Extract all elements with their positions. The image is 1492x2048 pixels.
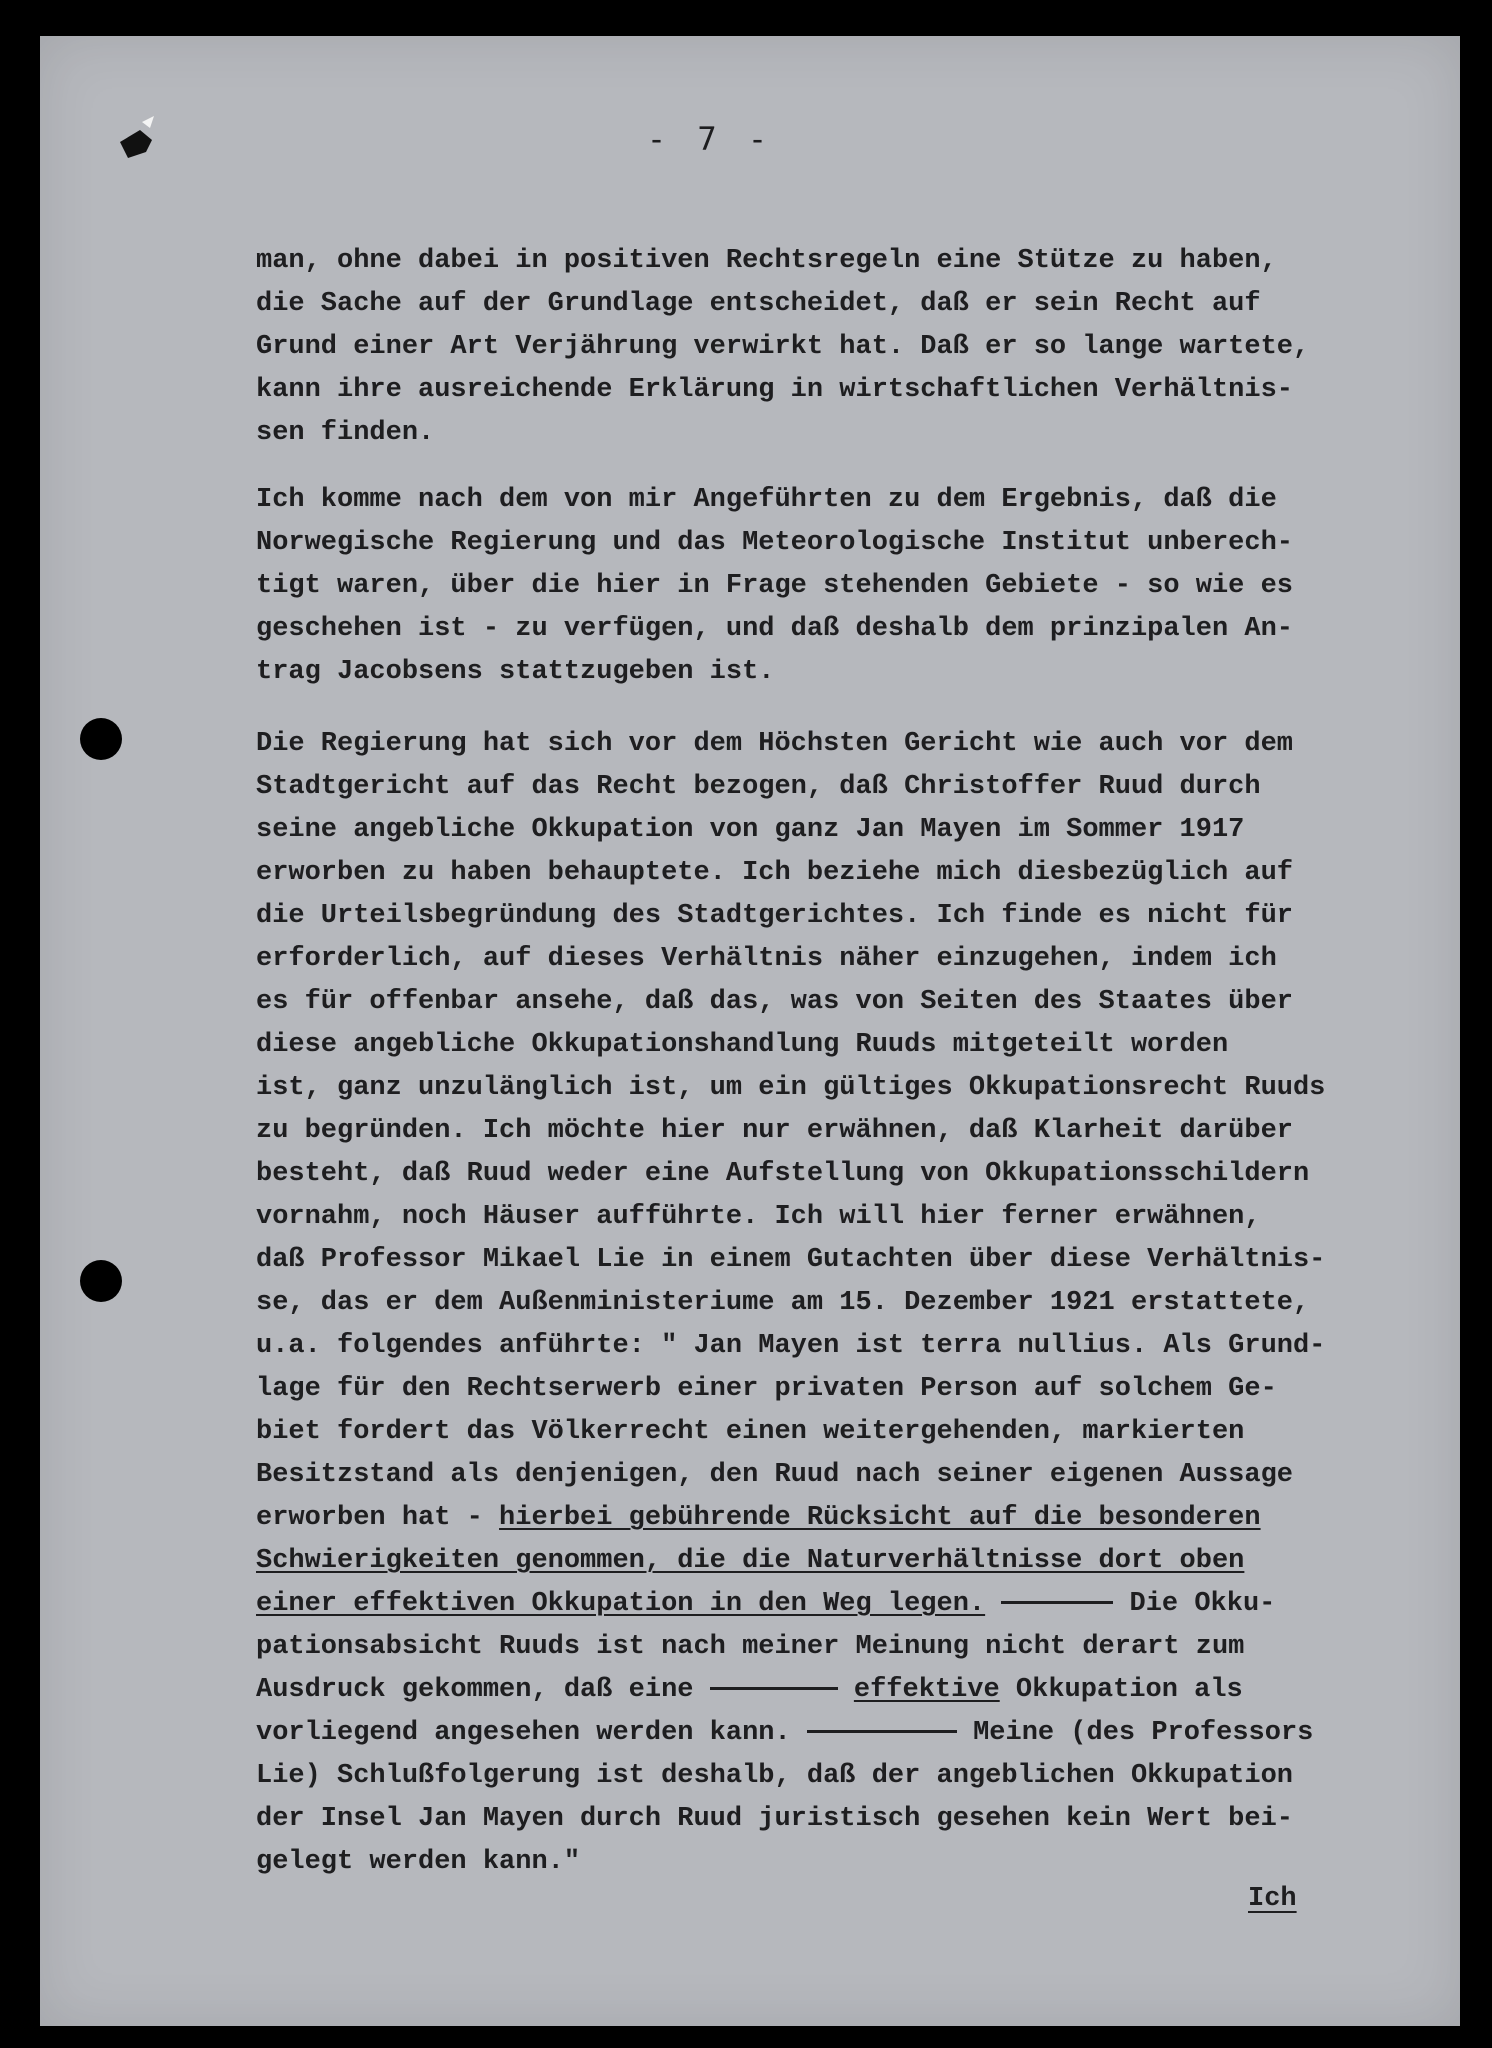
p3-line: besteht, daß Ruud weder eine Aufstellung von Okkupationsschildern — [256, 1159, 1310, 1189]
p3-line: Die Regierung hat sich vor dem Höchsten Gericht wie auch vor dem — [256, 729, 1293, 759]
p3-line: erworben zu haben behauptete. Ich beziehe mich diesbezüglich auf — [256, 858, 1293, 888]
p3-line: gelegt werden kann." — [256, 1847, 581, 1877]
underlined-emphasis: hierbei gebührende Rücksicht auf die besonderen — [499, 1503, 1261, 1533]
omission-dash — [710, 1687, 838, 1690]
p3-line: zu begründen. Ich möchte hier nur erwähnen, daß Klarheit darüber — [256, 1116, 1293, 1146]
p1-line: Grund einer Art Verjährung verwirkt hat. Daß er so lange wartete, — [256, 332, 1310, 362]
p2-line: Ich komme nach dem von mir Angeführten zu dem Ergebnis, daß die — [256, 485, 1277, 515]
p3-line: diese angebliche Okkupationshandlung Ruuds mitgeteilt worden — [256, 1030, 1229, 1060]
p3-line: erforderlich, auf dieses Verhältnis näher einzugehen, indem ich — [256, 944, 1277, 974]
p3-line: biet fordert das Völkerrecht einen weitergehenden, markierten — [256, 1417, 1245, 1447]
text-run: Ausdruck gekommen, daß eine — [256, 1675, 710, 1705]
p1-line: sen finden. — [256, 418, 435, 448]
p2-line: trag Jacobsens stattzugeben ist. — [256, 657, 775, 687]
p3-line: ist, ganz unzulänglich ist, um ein gültiges Okkupationsrecht Ruuds — [256, 1073, 1326, 1103]
p3-line: lage für den Rechtserwerb einer privaten Person auf solchem Ge- — [256, 1374, 1277, 1404]
p3-line: se, das er dem Außenministeriume am 15. Dezember 1921 erstattete, — [256, 1288, 1310, 1318]
p3-line — [256, 1583, 1466, 1626]
omission-dash — [807, 1730, 957, 1733]
text-run: Meine (des Professors — [956, 1718, 1314, 1748]
catchword-next-page: Ich — [1248, 1884, 1297, 1914]
underlined-emphasis: einer effektiven Okkupation in den Weg legen. — [256, 1589, 986, 1619]
underlined-emphasis: Schwierigkeiten genommen, die die Naturverhältnisse dort oben — [256, 1546, 1245, 1576]
p3-line — [256, 1712, 1466, 1755]
page-number: - 7 - — [646, 120, 774, 158]
p3-line: daß Professor Mikael Lie in einem Gutachten über diese Verhältnis- — [256, 1245, 1326, 1275]
p3-line-quote-start — [256, 1497, 1466, 1540]
p3-line — [256, 1540, 1466, 1583]
omission-dash — [1001, 1601, 1113, 1604]
p3-line: vornahm, noch Häuser aufführte. Ich will hier ferner erwähnen, — [256, 1202, 1261, 1232]
p1-line: kann ihre ausreichende Erklärung in wirtschaftlichen Verhältnis- — [256, 375, 1293, 405]
punch-hole-bottom — [80, 1260, 122, 1302]
p3-line — [256, 1669, 1466, 1712]
text-run: Okkupation als — [999, 1675, 1243, 1705]
p2-line: geschehen ist - zu verfügen, und daß deshalb dem prinzipalen An- — [256, 614, 1293, 644]
p3-line: Lie) Schlußfolgerung ist deshalb, daß der angeblichen Okkupation — [256, 1761, 1293, 1791]
p3-line: Besitzstand als denjenigen, den Ruud nach seiner eigenen Aussage — [256, 1460, 1293, 1490]
text-run: erworben hat - — [256, 1503, 500, 1533]
text-run: vorliegend angesehen werden kann. — [256, 1718, 807, 1748]
p1-line: man, ohne dabei in positiven Rechtsregeln eine Stütze zu haben, — [256, 246, 1277, 276]
p2-line: Norwegische Regierung und das Meteorologische Institut unberech- — [256, 528, 1293, 558]
p3-line: u.a. folgendes anführte: " Jan Mayen ist terra nullius. Als Grund- — [256, 1331, 1326, 1361]
p3-line: seine angebliche Okkupation von ganz Jan Mayen im Sommer 1917 — [256, 815, 1245, 845]
p2-line: tigt waren, über die hier in Frage stehenden Gebiete - so wie es — [256, 571, 1293, 601]
underlined-emphasis: effektive — [853, 1675, 1000, 1705]
p3-line: es für offenbar ansehe, daß das, was von Seiten des Staates über — [256, 987, 1293, 1017]
punch-hole-top — [80, 718, 122, 760]
p1-line: die Sache auf der Grundlage entscheidet, daß er sein Recht auf — [256, 289, 1261, 319]
p3-line: der Insel Jan Mayen durch Ruud juristisch gesehen kein Wert bei- — [256, 1804, 1293, 1834]
p3-line: Stadtgericht auf das Recht bezogen, daß Christoffer Ruud durch — [256, 772, 1261, 802]
p3-line: pationsabsicht Ruuds ist nach meiner Meinung nicht derart zum — [256, 1632, 1245, 1662]
p3-line: die Urteilsbegründung des Stadtgerichtes. Ich finde es nicht für — [256, 901, 1293, 931]
text-run: Die Okku- — [1113, 1589, 1276, 1619]
